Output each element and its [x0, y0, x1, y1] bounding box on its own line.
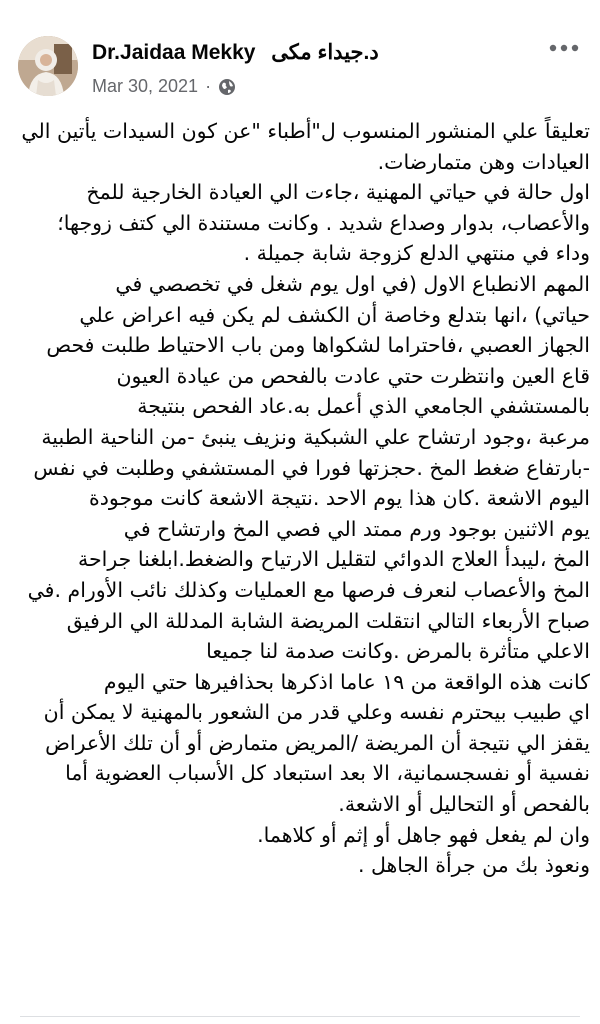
post-text-line: قاع العين وانتظرت حتي عادت بالفحص من عيادة العيون — [116, 363, 590, 388]
post-text-line: وان لم يفعل فهو جاهل أو إثم أو كلاهما. — [257, 822, 590, 847]
post-text-line: اليوم الاشعة .كان هذا يوم الاحد .نتيجة الاشعة كانت موجودة — [89, 486, 590, 511]
post-text-line: تعليقاً علي المنشور المنسوب ل"أطباء "عن كون السيدات يأتين الي — [21, 119, 590, 143]
post-meta — [92, 76, 236, 97]
post-text-line: نفسية أو نفسجسمانية، الا بعد استبعاد كل الأسباب العضوية أما — [65, 761, 590, 786]
post-text-line: المخ والأعصاب لنعرف فرصها مع العمليات وكذلك نائب الأورام .في — [27, 577, 590, 602]
post-text-line: بالمستشفي الجامعي الذي أعمل به.عاد الفحص بنتيجة — [137, 394, 590, 419]
post-text-line: بالفحص أو التحاليل أو الاشعة. — [338, 792, 590, 817]
post-header — [0, 0, 600, 110]
post-text-line: اي طبيب بيحترم نفسه وعلي قدر من الشعور بالمهنية لا يمكن أن — [43, 700, 590, 725]
post-text-line: اول حالة في حياتي المهنية ،جاءت الي العيادة الخارجية للمخ — [86, 180, 590, 205]
post-text-line: الاعلي متأثرة بالمرض .وكانت صدمة لنا جميعا — [206, 639, 590, 664]
post-text-line: العيادات وهن متمارضات. — [377, 149, 590, 174]
post-text-line: كانت هذه الواقعة من ١٩ عاما اذكرها بحذافيرها حتي اليوم — [103, 669, 590, 694]
author-name[interactable] — [92, 40, 379, 65]
post-text-line: المهم الانطباع الاول (في اول يوم شغل في تخصصي في — [115, 271, 590, 296]
post-text-line: والأعصاب، بدوار وصداع شديد . وكانت مستندة الي كتف زوجها؛ — [57, 210, 590, 235]
meta-separator: · — [205, 76, 212, 96]
post-text — [10, 116, 590, 881]
author-name-latin[interactable]: Dr.Jaidaa Mekky — [92, 41, 256, 64]
post-text-line: وداء في منتهي الدلع كزوجة شابة جميلة . — [243, 241, 590, 266]
more-options-icon — [549, 44, 579, 52]
post-text-line: يوم الاثنين بوجود ورم ممتد الي فصي المخ وارتشاح في — [123, 516, 590, 541]
post-text-line: -بارتفاع ضغط المخ .حجزتها فورا في المستشفي وطلبت في نفس — [33, 455, 590, 480]
post-text-line: المخ ،ليبدأ العلاج الدوائي لتقليل الارتياح والضغط.ابلغنا جراحة — [77, 547, 590, 572]
post-text-line: حياتي) ،انها بتدلع وخاصة أن الكشف لم يكن فيه اعراض علي — [79, 302, 590, 327]
post-date[interactable]: Mar 30, 2021 — [92, 76, 199, 96]
author-avatar[interactable] — [18, 36, 78, 96]
globe-icon — [218, 78, 236, 96]
author-name-arabic[interactable]: د.جيداء مكى — [271, 41, 379, 64]
more-options-button[interactable] — [542, 34, 586, 62]
post-divider — [20, 1016, 580, 1017]
post-text-line: يقفز الي نتيجة أن المريضة /المريض متمارض أو أن تلك الأعراض — [45, 730, 590, 755]
post-text-line: مرعبة ،وجود ارتشاح علي الشبكية ونزيف ينبئ -من الناحية الطبية — [41, 424, 590, 449]
post-text-line: الجهاز العصبي ،فاحتراما لشكواها ومن باب الاحتياط طلبت فحص — [46, 333, 590, 358]
post-text-line: صباح الأربعاء التالي انتقلت المريضة الشابة المدللة الي الرفيق — [66, 608, 590, 633]
post-text-line: ونعوذ بك من جرأة الجاهل . — [357, 853, 590, 878]
